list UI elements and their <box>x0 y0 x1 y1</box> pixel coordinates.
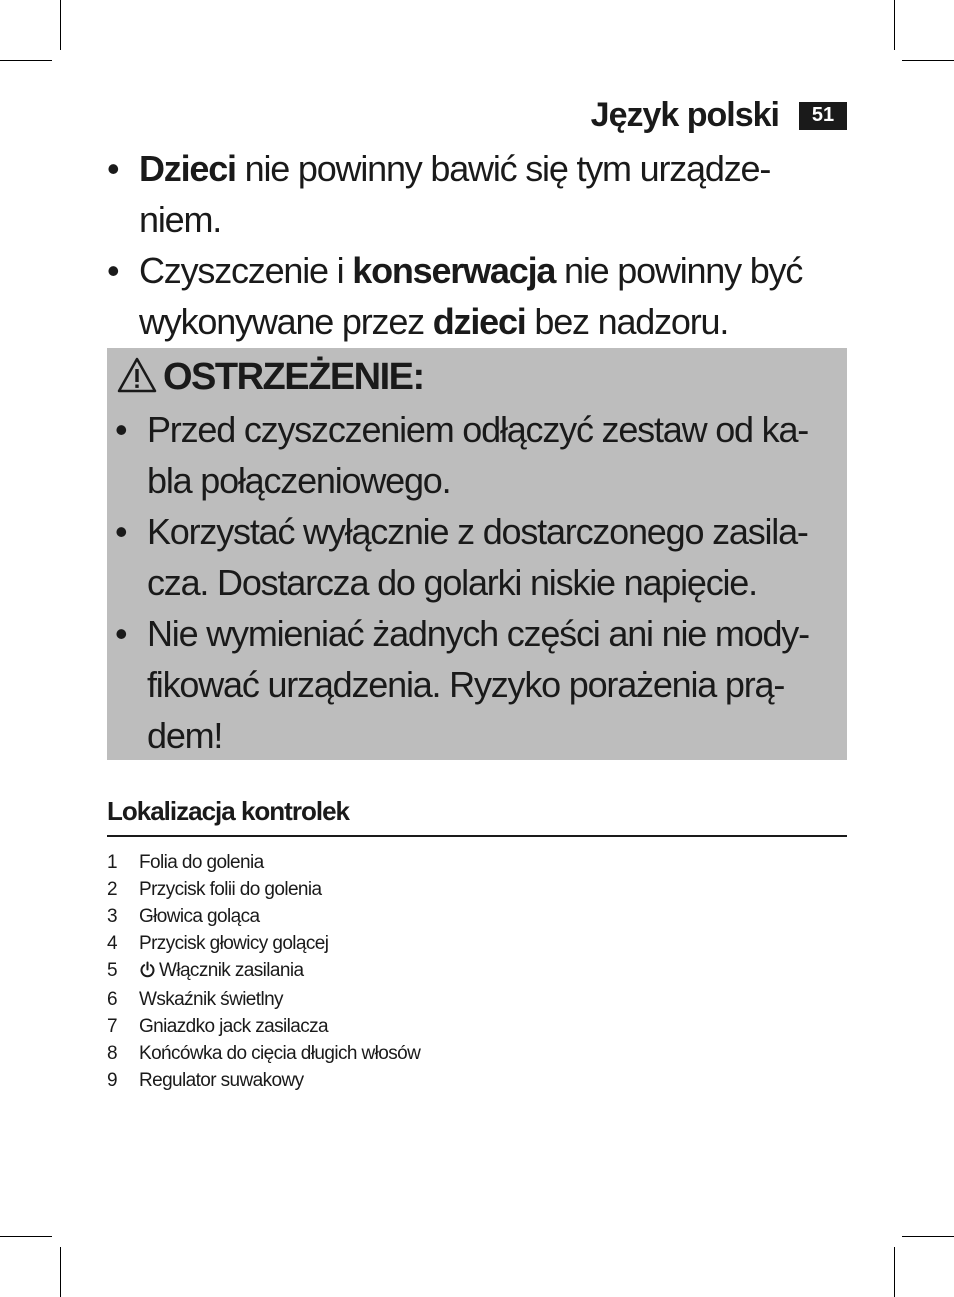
item-number: 4 <box>107 933 117 954</box>
list-item-text: Korzystać wyłącznie z dostarczonego zasila-cza. Dostarcza do golarki niskie napięcie. <box>147 511 808 603</box>
text: nie powinny bawić się tym urządze-niem. <box>139 148 771 240</box>
item-label: Końcówka do cięcia długich włosów <box>139 1043 421 1064</box>
list-item <box>115 404 840 506</box>
item-label: Przycisk głowicy golącej <box>139 933 329 954</box>
crop-mark <box>0 1236 52 1237</box>
list-item-text <box>139 143 847 245</box>
warning-box <box>107 348 847 760</box>
warning-heading <box>117 356 424 399</box>
page-header <box>591 96 847 135</box>
language-title: Język polski <box>590 96 779 134</box>
list-item <box>115 506 840 608</box>
list-item <box>107 1013 847 1040</box>
item-label: Gniazdko jack zasilacza <box>139 1016 328 1037</box>
item-label: Głowica goląca <box>139 906 260 927</box>
bullet-dot: • <box>115 511 127 552</box>
list-item <box>115 608 840 761</box>
list-item <box>107 876 847 903</box>
crop-mark <box>60 1247 61 1297</box>
bold-text: Dzieci <box>139 148 236 189</box>
list-item-text <box>139 245 847 347</box>
item-number: 5 <box>107 960 117 981</box>
item-number: 6 <box>107 989 117 1010</box>
warning-triangle-icon <box>117 357 157 398</box>
text: nie powinny być wykonywane przez <box>139 250 803 342</box>
page-number-badge: 51 <box>799 102 847 130</box>
crop-mark <box>902 1236 954 1237</box>
bullet-dot: • <box>107 250 119 291</box>
bullet-dot: • <box>107 148 119 189</box>
controls-section <box>107 796 847 1094</box>
section-title: Lokalizacja kontrolek <box>107 796 847 837</box>
item-number: 3 <box>107 906 117 927</box>
power-icon <box>139 959 156 986</box>
bullet-dot: • <box>115 409 127 450</box>
item-label-wrap <box>139 957 303 986</box>
list-item <box>107 957 847 986</box>
text: Czyszczenie i <box>139 250 353 291</box>
item-label: Regulator suwakowy <box>139 1070 304 1091</box>
crop-mark <box>0 60 52 61</box>
text: bez nadzoru. <box>525 301 729 342</box>
item-label: Włącznik zasilania <box>159 960 304 981</box>
list-item <box>107 986 847 1013</box>
crop-mark <box>894 1247 895 1297</box>
parts-list <box>107 849 847 1094</box>
item-label: Folia do golenia <box>139 852 264 873</box>
item-label: Wskaźnik świetlny <box>139 989 283 1010</box>
intro-list <box>107 143 847 347</box>
list-item-text: Przed czyszczeniem odłączyć zestaw od ka-bla połączeniowego. <box>147 409 809 501</box>
warning-title: OSTRZEŻENIE: <box>163 356 424 398</box>
warning-list <box>115 404 840 761</box>
crop-mark <box>60 0 61 50</box>
bullet-dot: • <box>115 613 127 654</box>
list-item <box>107 849 847 876</box>
crop-mark <box>894 0 895 50</box>
bold-text: konserwacja <box>352 250 556 291</box>
list-item <box>107 930 847 957</box>
bold-text: dzieci <box>432 301 526 342</box>
item-number: 9 <box>107 1070 117 1091</box>
crop-mark <box>902 60 954 61</box>
list-item <box>107 245 847 347</box>
list-item-text: Nie wymieniać żadnych części ani nie mody-fikować urządzenia. Ryzyko porażenia prą-dem! <box>147 613 809 756</box>
list-item <box>107 1067 847 1094</box>
item-number: 2 <box>107 879 117 900</box>
list-item <box>107 1040 847 1067</box>
list-item <box>107 903 847 930</box>
item-number: 1 <box>107 852 117 873</box>
list-item <box>107 143 847 245</box>
item-number: 8 <box>107 1043 117 1064</box>
item-label: Przycisk folii do golenia <box>139 879 322 900</box>
item-number: 7 <box>107 1016 117 1037</box>
